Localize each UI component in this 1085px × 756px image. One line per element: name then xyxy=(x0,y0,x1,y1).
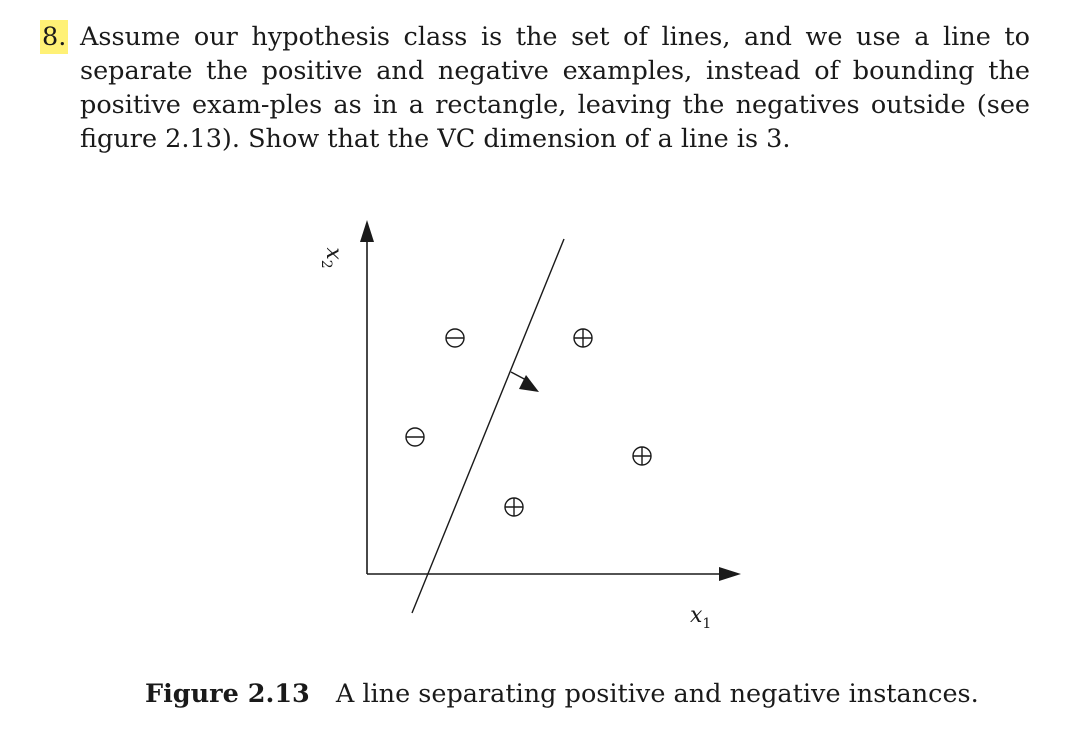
y-axis-label-subscript: 2 xyxy=(318,259,334,269)
vc-line-diagram xyxy=(300,210,760,640)
figure-caption-label: Figure 2.13 xyxy=(145,679,310,709)
figure-2-13 xyxy=(300,210,760,640)
negative-instance xyxy=(406,428,424,446)
y-axis-arrow-icon xyxy=(360,220,374,242)
svg-text:x2 xyxy=(318,247,346,268)
problem-number: 8. xyxy=(42,22,67,52)
problem-text: Assume our hypothesis class is the set of lines, and we use a line to separate the positive and negative examples, instead of bounding the positive exam-ples as in a rectangle, leaving the negatives outside (see figure 2.13). Show that the VC dimension of a line is 3. xyxy=(80,22,1030,154)
x-axis-label xyxy=(690,603,711,632)
figure-caption xyxy=(145,677,979,711)
separating-line xyxy=(412,239,564,613)
figure-caption-text: A line separating positive and negative instances. xyxy=(335,679,979,709)
x-axis-arrow-icon xyxy=(719,567,741,581)
negative-instance xyxy=(446,329,464,347)
positive-instance xyxy=(574,329,592,347)
x-axis-label-subscript: 1 xyxy=(702,616,712,632)
exercise-8 xyxy=(40,20,1030,156)
positive-instance xyxy=(505,498,523,516)
y-axis-label-text: x xyxy=(321,247,346,260)
positive-instance xyxy=(633,447,651,465)
x-axis-label-text: x xyxy=(690,603,703,628)
y-axis-label xyxy=(318,247,346,268)
